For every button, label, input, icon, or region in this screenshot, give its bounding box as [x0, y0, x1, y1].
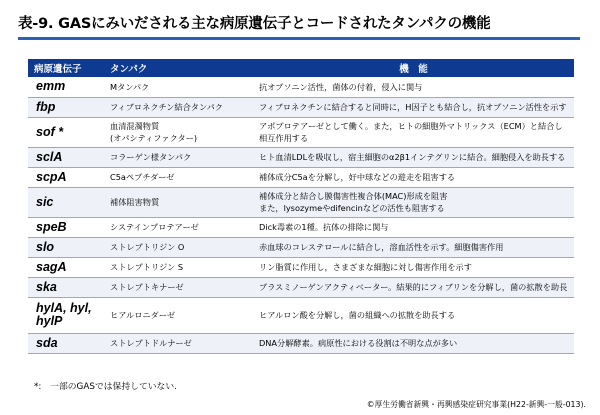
function-cell: 補体成分C5aを分解し，好中球などの遊走を阻害する [253, 167, 574, 187]
table-row [28, 217, 574, 237]
protein-cell: Mタンパク [104, 77, 253, 97]
gene-cell [28, 297, 104, 333]
function-cell [253, 117, 574, 147]
gene-cell: sagA [28, 257, 104, 277]
gene-cell: speB [28, 217, 104, 237]
table-row [28, 187, 574, 217]
protein-line: (オパシティファクター) [110, 133, 198, 143]
gene-cell: ska [28, 277, 104, 297]
function-line: 補体成分と結合し膜傷害性複合体(MAC)形成を阻害 [259, 191, 448, 201]
gene-cell: sic [28, 187, 104, 217]
table-header-row [28, 59, 574, 77]
table-row [28, 117, 574, 147]
gene-cell: emm [28, 77, 104, 97]
function-cell: ヒアルロン酸を分解し，菌の組織への拡散を助長する [253, 297, 574, 333]
protein-cell: ストレプトリジン O [104, 237, 253, 257]
gene-cell: scpA [28, 167, 104, 187]
table-row [28, 277, 574, 297]
protein-cell [104, 117, 253, 147]
header-function: 機 能 [253, 59, 574, 77]
gene-cell: sclA [28, 147, 104, 167]
function-line: また，lysozymeやdifencinなどの活性も阻害する [259, 203, 445, 213]
header-protein: タンパク [104, 59, 253, 77]
function-line: アポプロテアーゼとして働く。また，ヒトの細胞外マトリックス（ECM）と結合し [259, 121, 563, 131]
footnote: *: 一部のGASでは保持していない. [34, 382, 177, 392]
gene-line: hylP [36, 314, 63, 328]
header-gene: 病原遺伝子 [28, 59, 104, 77]
function-line: 相互作用する [259, 133, 309, 143]
page-title: 表-9. GASにみいだされる主な病原遺伝子とコードされたタンパクの機能 [18, 16, 491, 32]
function-cell [253, 187, 574, 217]
table-row [28, 167, 574, 187]
protein-cell: C5aペプチダーゼ [104, 167, 253, 187]
protein-cell: ストレプトドルナーゼ [104, 333, 253, 353]
title-underline [18, 37, 580, 40]
function-cell: ヒト血清LDLを吸収し，宿主細胞のα2β1インテグリンに結合。細胞侵入を助長する [253, 147, 574, 167]
virulence-gene-table [28, 59, 574, 354]
table-row [28, 77, 574, 97]
function-cell: リン脂質に作用し，さまざまな細胞に対し傷害作用を示す [253, 257, 574, 277]
protein-cell: フィブロネクチン結合タンパク [104, 97, 253, 117]
protein-cell: コラーゲン様タンパク [104, 147, 253, 167]
table-row [28, 97, 574, 117]
protein-line: 血清混濁物質 [110, 121, 160, 131]
protein-cell: ヒアルロニダーゼ [104, 297, 253, 333]
table-row [28, 257, 574, 277]
protein-cell: 補体阻害物質 [104, 187, 253, 217]
protein-cell: ストレプトリジン S [104, 257, 253, 277]
gene-cell: slo [28, 237, 104, 257]
table-row [28, 297, 574, 333]
table-row [28, 237, 574, 257]
gene-line: hylA, hyl, [36, 301, 92, 315]
gene-cell: sof * [28, 117, 104, 147]
function-cell: プラスミノーゲンアクティベーター。結果的にフィブリンを分解し，菌の拡散を助長 [253, 277, 574, 297]
function-cell: DNA分解酵素。病原性における役割は不明な点が多い [253, 333, 574, 353]
gene-cell: sda [28, 333, 104, 353]
protein-cell: ストレプトキナーゼ [104, 277, 253, 297]
function-cell: 赤血球のコレステロールに結合し，溶血活性を示す。細胞傷害作用 [253, 237, 574, 257]
function-cell: フィブロネクチンに結合すると同時に，H因子とも結合し，抗オプソニン活性を示す [253, 97, 574, 117]
table-row [28, 333, 574, 353]
copyright: ©厚生労働省新興・再興感染症研究事業(H22-新興-一般-013). [366, 400, 586, 409]
protein-cell: システインプロテアーゼ [104, 217, 253, 237]
table-row [28, 147, 574, 167]
function-cell: 抗オプソニン活性，菌体の付着，侵入に関与 [253, 77, 574, 97]
gene-cell: fbp [28, 97, 104, 117]
function-cell: Dick毒素の1種。抗体の排除に関与 [253, 217, 574, 237]
